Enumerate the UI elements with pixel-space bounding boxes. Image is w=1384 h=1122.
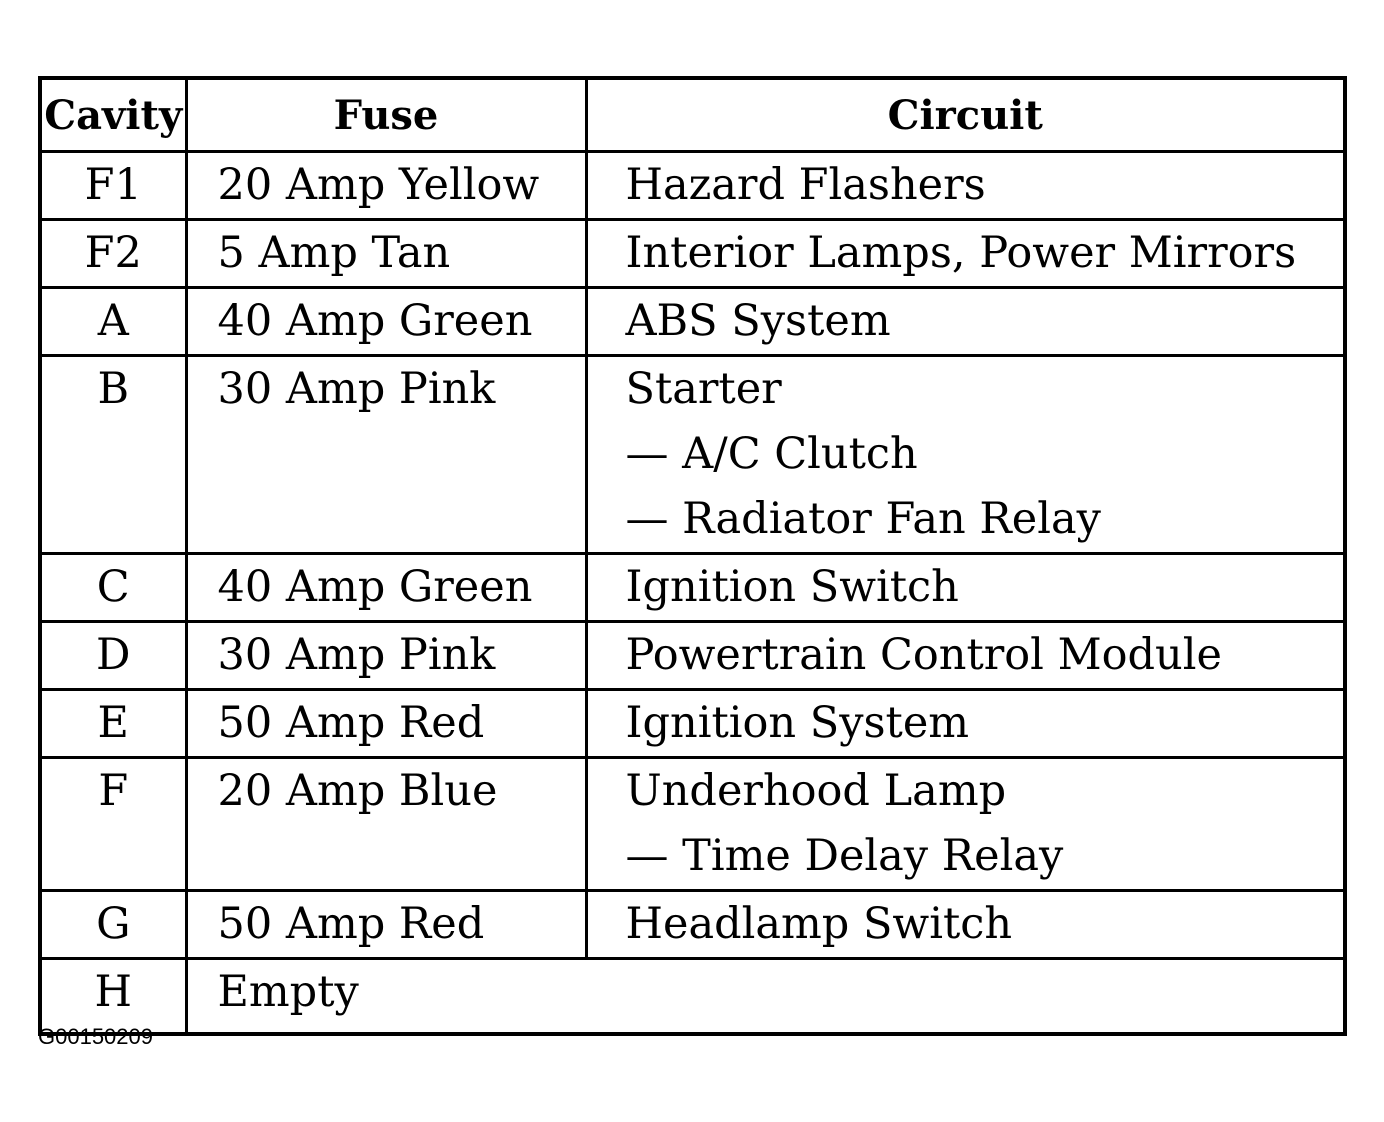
- header-circuit: Circuit: [586, 78, 1345, 152]
- cavity-cell: G: [40, 891, 186, 959]
- circuit-line: ABS System: [625, 296, 891, 346]
- header-cavity: Cavity: [40, 78, 186, 152]
- fuse-cell: 40 Amp Green: [186, 554, 586, 622]
- circuit-cell: [586, 758, 1345, 891]
- fuse-cell: 40 Amp Green: [186, 288, 586, 356]
- fuse-cell: 50 Amp Red: [186, 891, 586, 959]
- cavity-cell: D: [40, 622, 186, 690]
- circuit-line: — Time Delay Relay: [625, 831, 1064, 881]
- circuit-line: Interior Lamps, Power Mirrors: [625, 228, 1297, 278]
- fuse-cell: 20 Amp Blue: [186, 758, 586, 891]
- circuit-cell: [586, 356, 1345, 554]
- fuse-cell: 20 Amp Yellow: [186, 152, 586, 220]
- cavity-cell: H: [40, 959, 186, 1035]
- cavity-cell: E: [40, 690, 186, 758]
- fuse-cell: Empty: [186, 959, 1345, 1035]
- cavity-cell: F: [40, 758, 186, 891]
- circuit-line: Hazard Flashers: [625, 160, 986, 210]
- circuit-cell: [586, 891, 1345, 959]
- circuit-line: — Radiator Fan Relay: [625, 494, 1101, 544]
- fuse-cell: 30 Amp Pink: [186, 622, 586, 690]
- fuse-cell: 5 Amp Tan: [186, 220, 586, 288]
- circuit-line: Powertrain Control Module: [625, 630, 1222, 680]
- header-row: [40, 78, 1345, 152]
- table-row: [40, 758, 1345, 891]
- circuit-line: Underhood Lamp: [625, 766, 1007, 816]
- table-row: [40, 152, 1345, 220]
- fuse-table: [38, 76, 1347, 1036]
- table-row: [40, 959, 1345, 1035]
- table-row: [40, 622, 1345, 690]
- table-row: [40, 690, 1345, 758]
- table-row: [40, 356, 1345, 554]
- cavity-cell: C: [40, 554, 186, 622]
- table-body: [40, 152, 1345, 1035]
- circuit-line: Headlamp Switch: [625, 899, 1013, 949]
- circuit-line: — A/C Clutch: [625, 429, 918, 479]
- circuit-cell: [586, 220, 1345, 288]
- circuit-line: Starter: [625, 364, 782, 414]
- fuse-cell: 30 Amp Pink: [186, 356, 586, 554]
- table-row: [40, 288, 1345, 356]
- circuit-line: Ignition Switch: [625, 562, 959, 612]
- table-row: [40, 891, 1345, 959]
- circuit-cell: [586, 622, 1345, 690]
- header-fuse: Fuse: [186, 78, 586, 152]
- circuit-line: Ignition System: [625, 698, 970, 748]
- figure-id: G00150209: [38, 1024, 153, 1049]
- circuit-cell: [586, 554, 1345, 622]
- cavity-cell: F1: [40, 152, 186, 220]
- cavity-cell: A: [40, 288, 186, 356]
- fuse-cell: 50 Amp Red: [186, 690, 586, 758]
- table-row: [40, 220, 1345, 288]
- circuit-cell: [586, 288, 1345, 356]
- table-row: [40, 554, 1345, 622]
- cavity-cell: F2: [40, 220, 186, 288]
- cavity-cell: B: [40, 356, 186, 554]
- circuit-cell: [586, 690, 1345, 758]
- circuit-cell: [586, 152, 1345, 220]
